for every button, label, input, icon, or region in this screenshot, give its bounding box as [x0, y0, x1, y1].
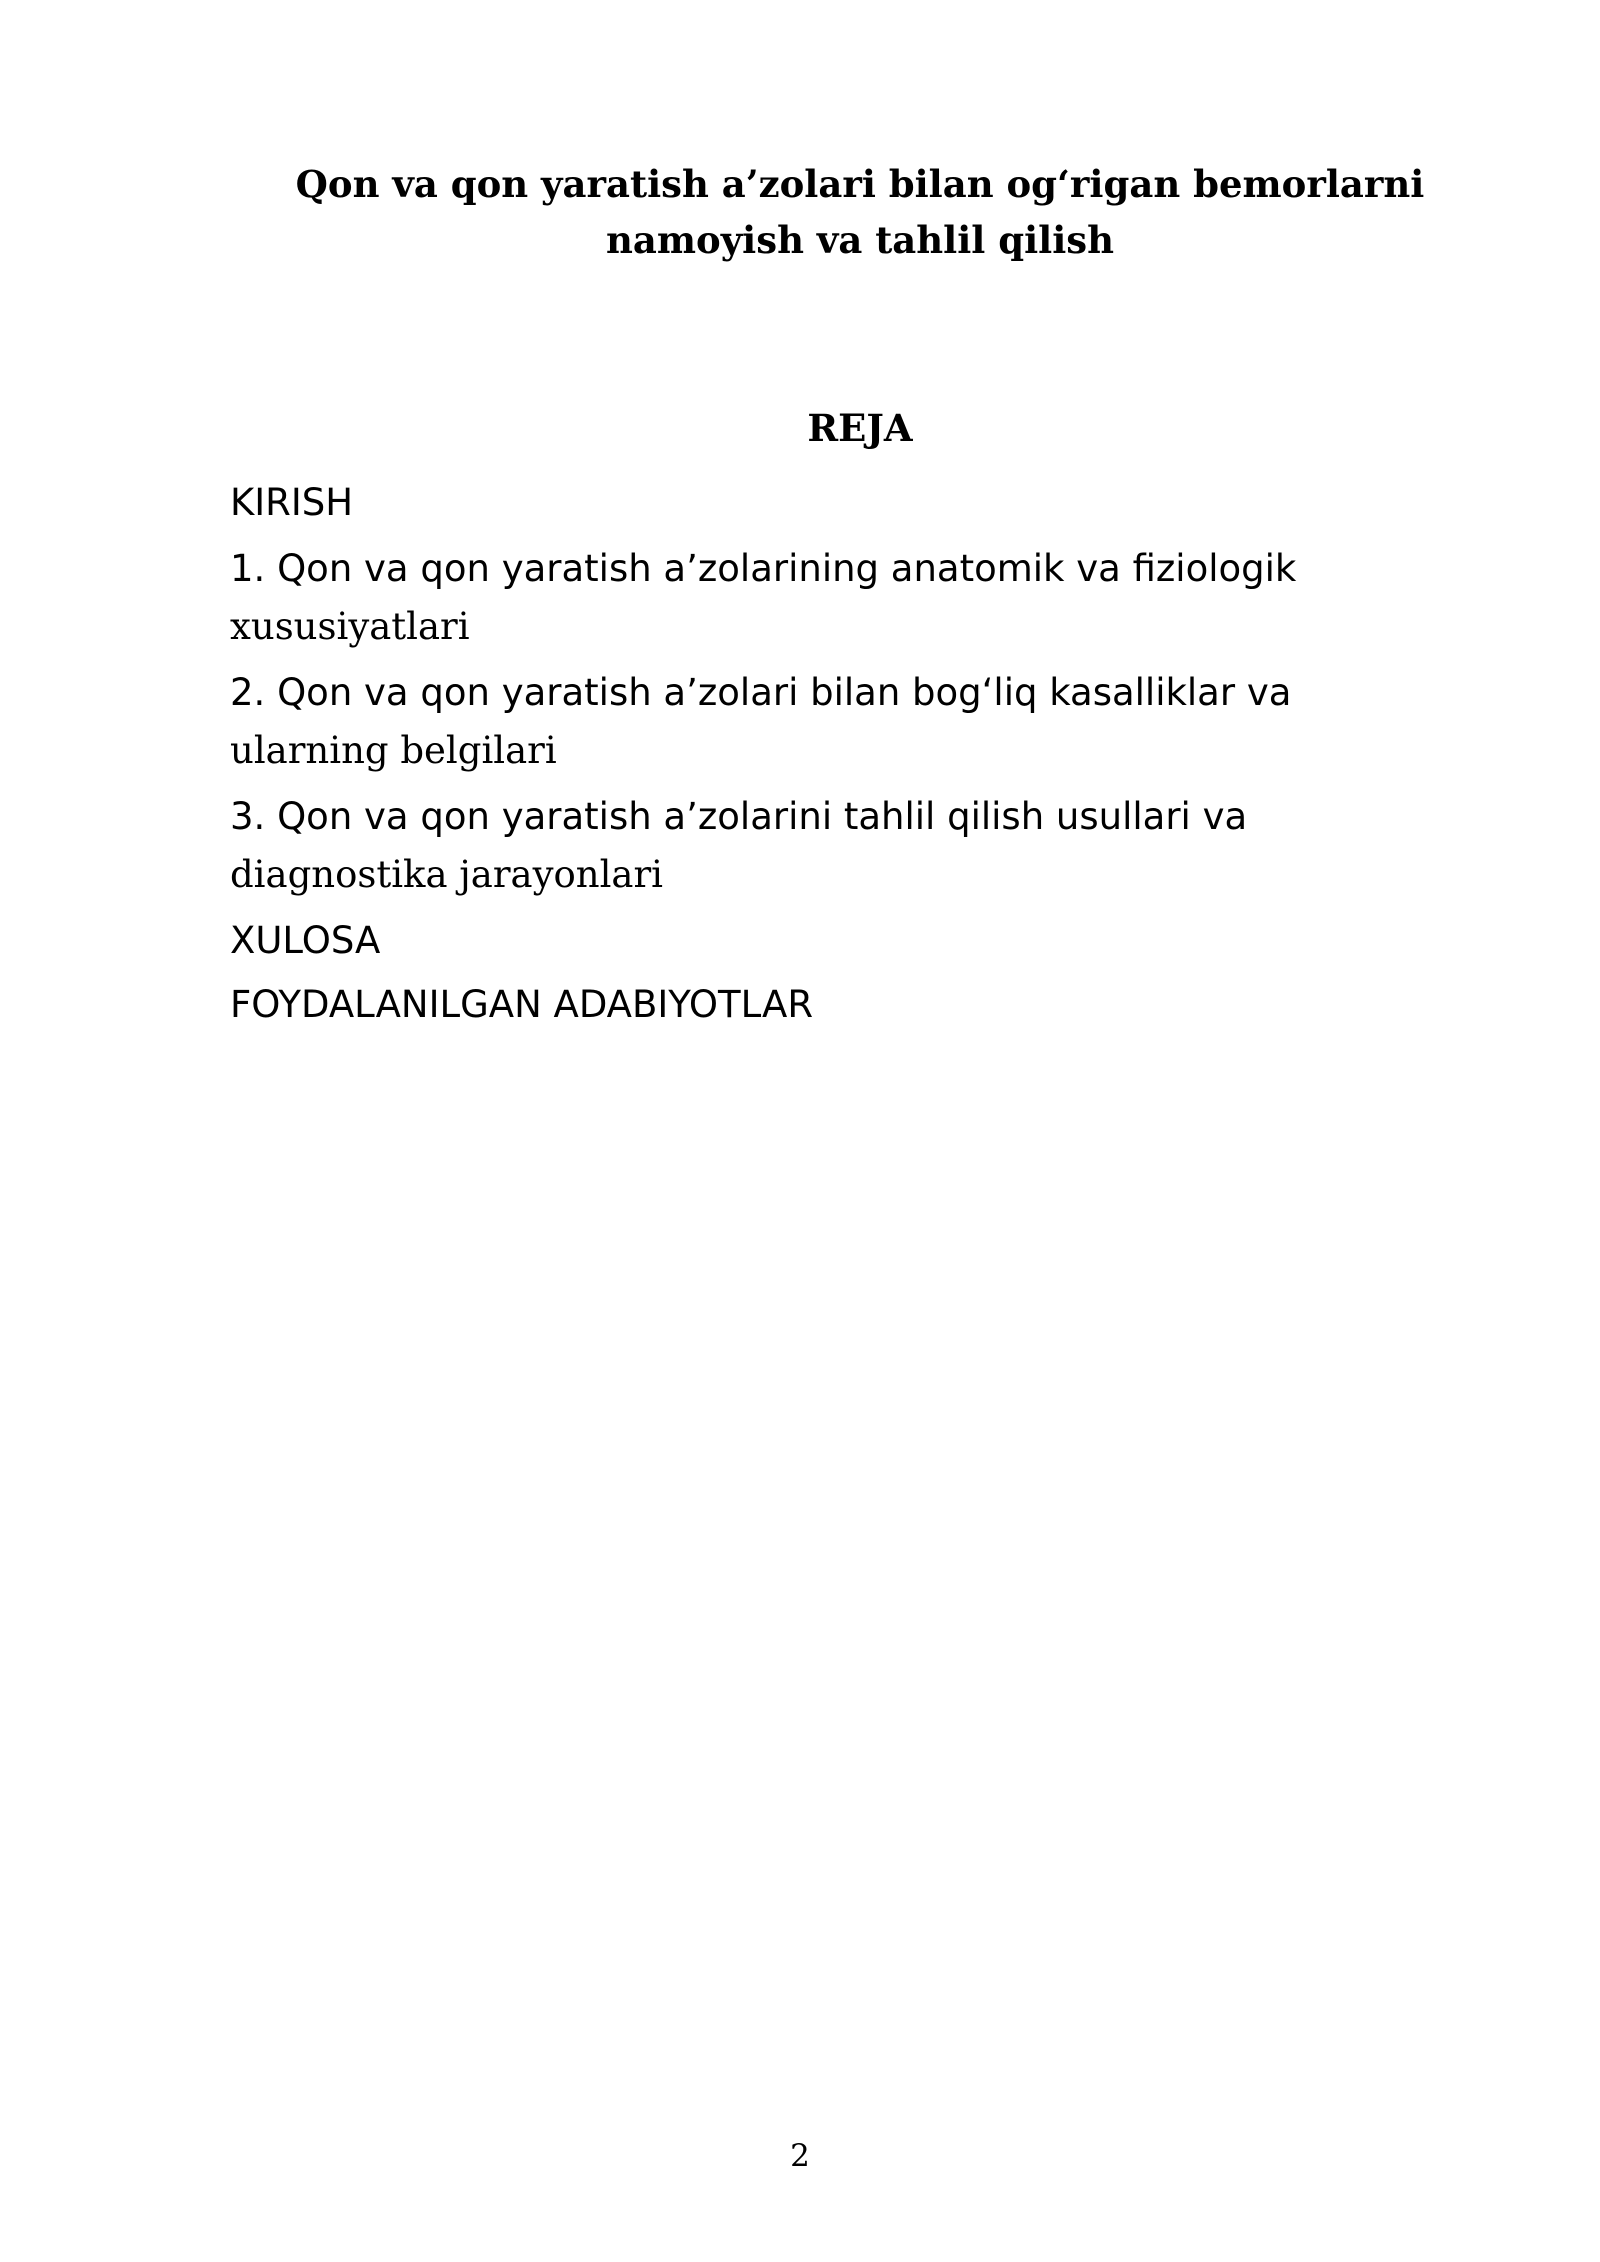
toc-item-3-line-2: diagnostika jarayonlari	[230, 853, 663, 896]
document-title-line-1: Qon va qon yaratish a’zolari bilan og‘rigan bemorlarni	[295, 162, 1425, 206]
page-number: 2	[790, 2138, 810, 2174]
toc-item-1-line-1: 1. Qon va qon yaratish a’zolarining anatomik va fiziologik	[230, 547, 1297, 590]
toc-item-references: FOYDALANILGAN ADABIYOTLAR	[230, 983, 814, 1026]
plan-heading: REJA	[807, 406, 913, 450]
toc-item-3	[230, 788, 1410, 904]
toc-item-2-line-2: ularning belgilari	[230, 729, 557, 772]
toc-item-conclusion: XULOSA	[230, 919, 381, 962]
document-title	[230, 156, 1490, 268]
toc-item-3-line-1: 3. Qon va qon yaratish a’zolarini tahlil qilish usullari va	[230, 795, 1248, 838]
toc-item-2-line-1: 2. Qon va qon yaratish a’zolari bilan bog‘liq kasalliklar va	[230, 671, 1292, 714]
toc-item-1-line-2: xususiyatlari	[230, 605, 470, 648]
document-title-line-2: namoyish va tahlil qilish	[605, 218, 1114, 262]
toc-item-1	[230, 540, 1410, 656]
table-of-contents	[230, 474, 1410, 1034]
toc-item-intro: KIRISH	[230, 481, 354, 524]
toc-item-2	[230, 664, 1410, 780]
